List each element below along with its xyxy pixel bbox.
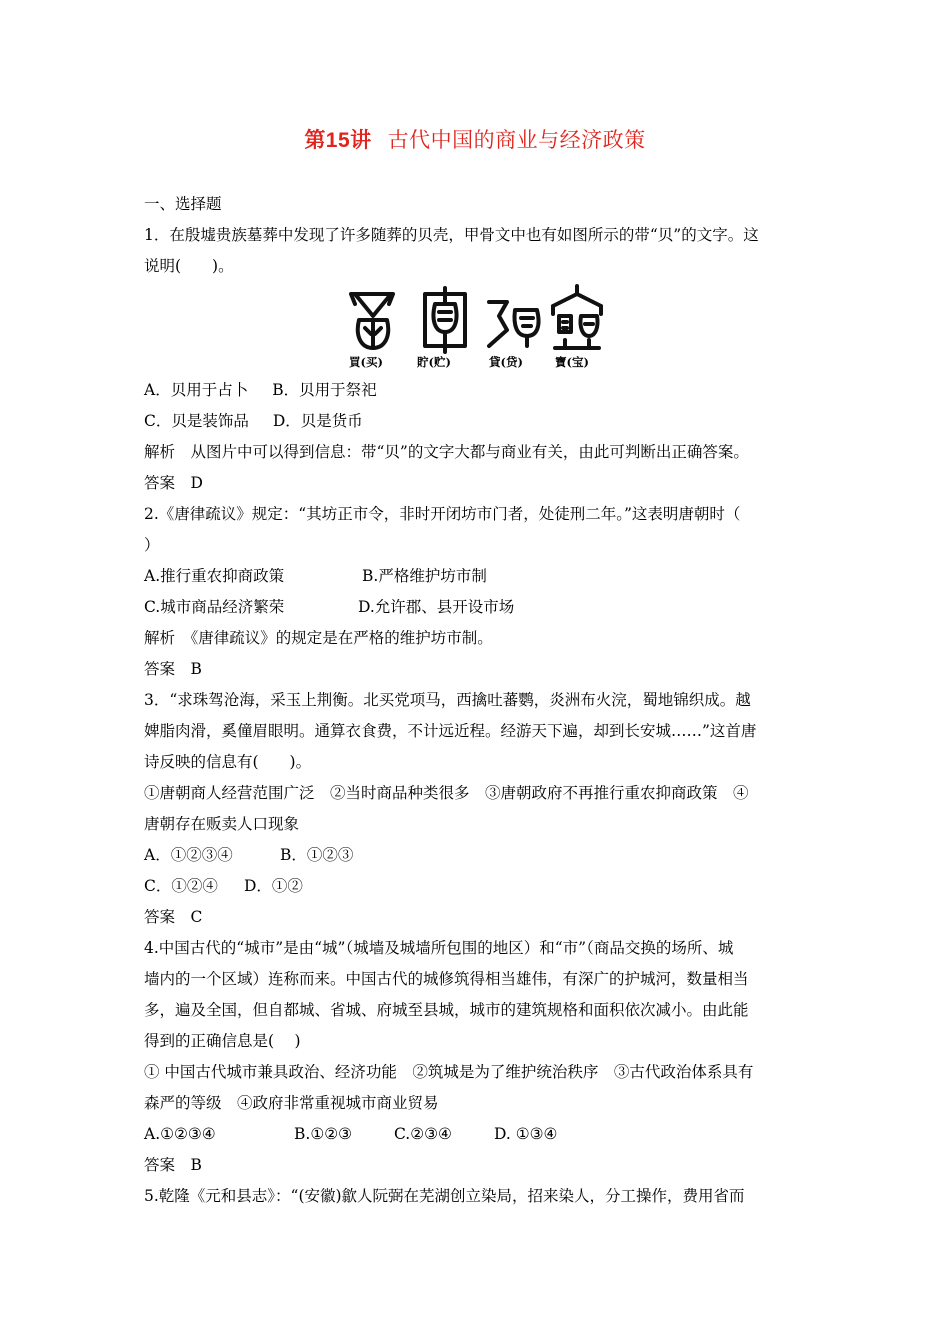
section-heading: 一、选择题 — [144, 195, 222, 213]
q4-items-line2: 森严的等级 ④政府非常重视城市商业贸易 — [144, 1094, 439, 1112]
q2-stem-line1: 2.《唐律疏议》规定：“其坊正市令，非时开闭坊市门者，处徒刑二年。”这表明唐朝时（ — [144, 505, 741, 523]
q2-option-c: C.城市商品经济繁荣 — [144, 598, 285, 616]
q1-option-b: B．贝用于祭祀 — [272, 381, 377, 399]
q4-option-d: D. ①③④ — [494, 1125, 558, 1143]
q3-answer: 答案 C — [144, 908, 203, 926]
q1-answer: 答案 D — [144, 474, 203, 492]
q3-stem-line1: 3．“求珠驾沧海，采玉上荆衡。北买党项马，西擒吐蕃鹦，炎洲布火浣，蜀地锦织成。越 — [144, 691, 751, 709]
q2-options-row1 — [144, 561, 808, 592]
caption-zhu: 貯(贮) — [417, 355, 451, 369]
q2-option-a: A.推行重农抑商政策 — [144, 567, 285, 585]
q2-stem-line2: ） — [144, 536, 160, 554]
q4-options-row — [144, 1119, 808, 1150]
caption-bao: 寶(宝) — [555, 355, 589, 369]
q3-option-c: C．①②④ — [144, 877, 218, 895]
q2-options-row2 — [144, 592, 808, 623]
q3-stem-line2: 婢脂肉滑，奚僮眉眼明。通算衣食费，不计远近程。经游天下遍，却到长安城……”这首唐 — [144, 722, 757, 740]
glyph-zhu — [425, 288, 465, 352]
lesson-title: 古代中国的商业与经济政策 — [387, 128, 646, 152]
q1-analysis: 解析 从图片中可以得到信息：带“贝”的文字大都与商业有关，由此可判断出正确答案。 — [144, 443, 749, 461]
glyph-dai — [489, 302, 539, 346]
q4-stem-line2: 墙内的一个区域）连称而来。中国古代的城修筑得相当雄伟，有深广的护城河，数量相当 — [144, 970, 749, 988]
q4-option-c: C.②③④ — [394, 1125, 452, 1143]
q3-items-line2: 唐朝存在贩卖人口现象 — [144, 815, 300, 833]
q5-stem-line1: 5.乾隆《元和县志》：“(安徽)歙人阮弼在芜湖创立染局，招来染人，分工操作，费用省而 — [144, 1187, 745, 1205]
q3-options-row2 — [144, 871, 808, 902]
lesson-number: 第15讲 — [304, 129, 372, 152]
q3-option-b: B．①②③ — [280, 846, 354, 864]
oracle-bone-glyphs-image — [343, 284, 609, 354]
q1-stem-line1: 1．在殷墟贵族墓葬中发现了许多随葬的贝壳，甲骨文中也有如图所示的带“贝”的文字。这 — [144, 226, 759, 244]
q4-stem-line4: 得到的正确信息是( ) — [144, 1032, 301, 1050]
q1-options-row2 — [144, 406, 808, 437]
q4-stem-line1: 4.中国古代的“城市”是由“城”（城墙及城墙所包围的地区）和“市”（商品交换的场所、城 — [144, 939, 734, 957]
q4-option-b: B.①②③ — [294, 1125, 353, 1143]
page-title — [0, 124, 950, 154]
figure-captions — [343, 354, 609, 372]
q1-option-c: C．贝是装饰品 — [144, 412, 249, 430]
q1-option-a: A．贝用于占卜 — [144, 381, 249, 399]
q4-option-a: A.①②③④ — [144, 1125, 216, 1143]
q3-option-a: A．①②③④ — [144, 846, 233, 864]
q3-option-d: D．①② — [244, 877, 303, 895]
q4-stem-line3: 多，遍及全国，但自都城、省城、府城至县城，城市的建筑规格和面积依次减小。由此能 — [144, 1001, 749, 1019]
q2-answer: 答案 B — [144, 660, 202, 678]
q1-stem-line2: 说明( )。 — [144, 257, 234, 275]
caption-mai: 買(买) — [349, 355, 383, 369]
q4-items-line1: ① 中国古代城市兼具政治、经济功能 ②筑城是为了维护统治秩序 ③古代政治体系具有 — [144, 1063, 754, 1081]
q2-option-d: D.允许郡、县开设市场 — [358, 598, 515, 616]
q3-stem-line3: 诗反映的信息有( )。 — [144, 753, 312, 771]
glyph-bao — [553, 286, 601, 348]
q4-answer: 答案 B — [144, 1156, 202, 1174]
q2-option-b: B.严格维护坊市制 — [362, 567, 487, 585]
glyph-mai — [351, 294, 393, 348]
caption-dai: 貸(贷) — [489, 355, 523, 369]
q2-analysis: 解析 《唐律疏议》的规定是在严格的维护坊市制。 — [144, 629, 493, 647]
q3-options-row1 — [144, 840, 808, 871]
q1-option-d: D．贝是货币 — [272, 412, 363, 430]
q1-options-row1 — [144, 375, 808, 406]
q3-items-line1: ①唐朝商人经营范围广泛 ②当时商品种类很多 ③唐朝政府不再推行重农抑商政策 ④ — [144, 784, 749, 802]
